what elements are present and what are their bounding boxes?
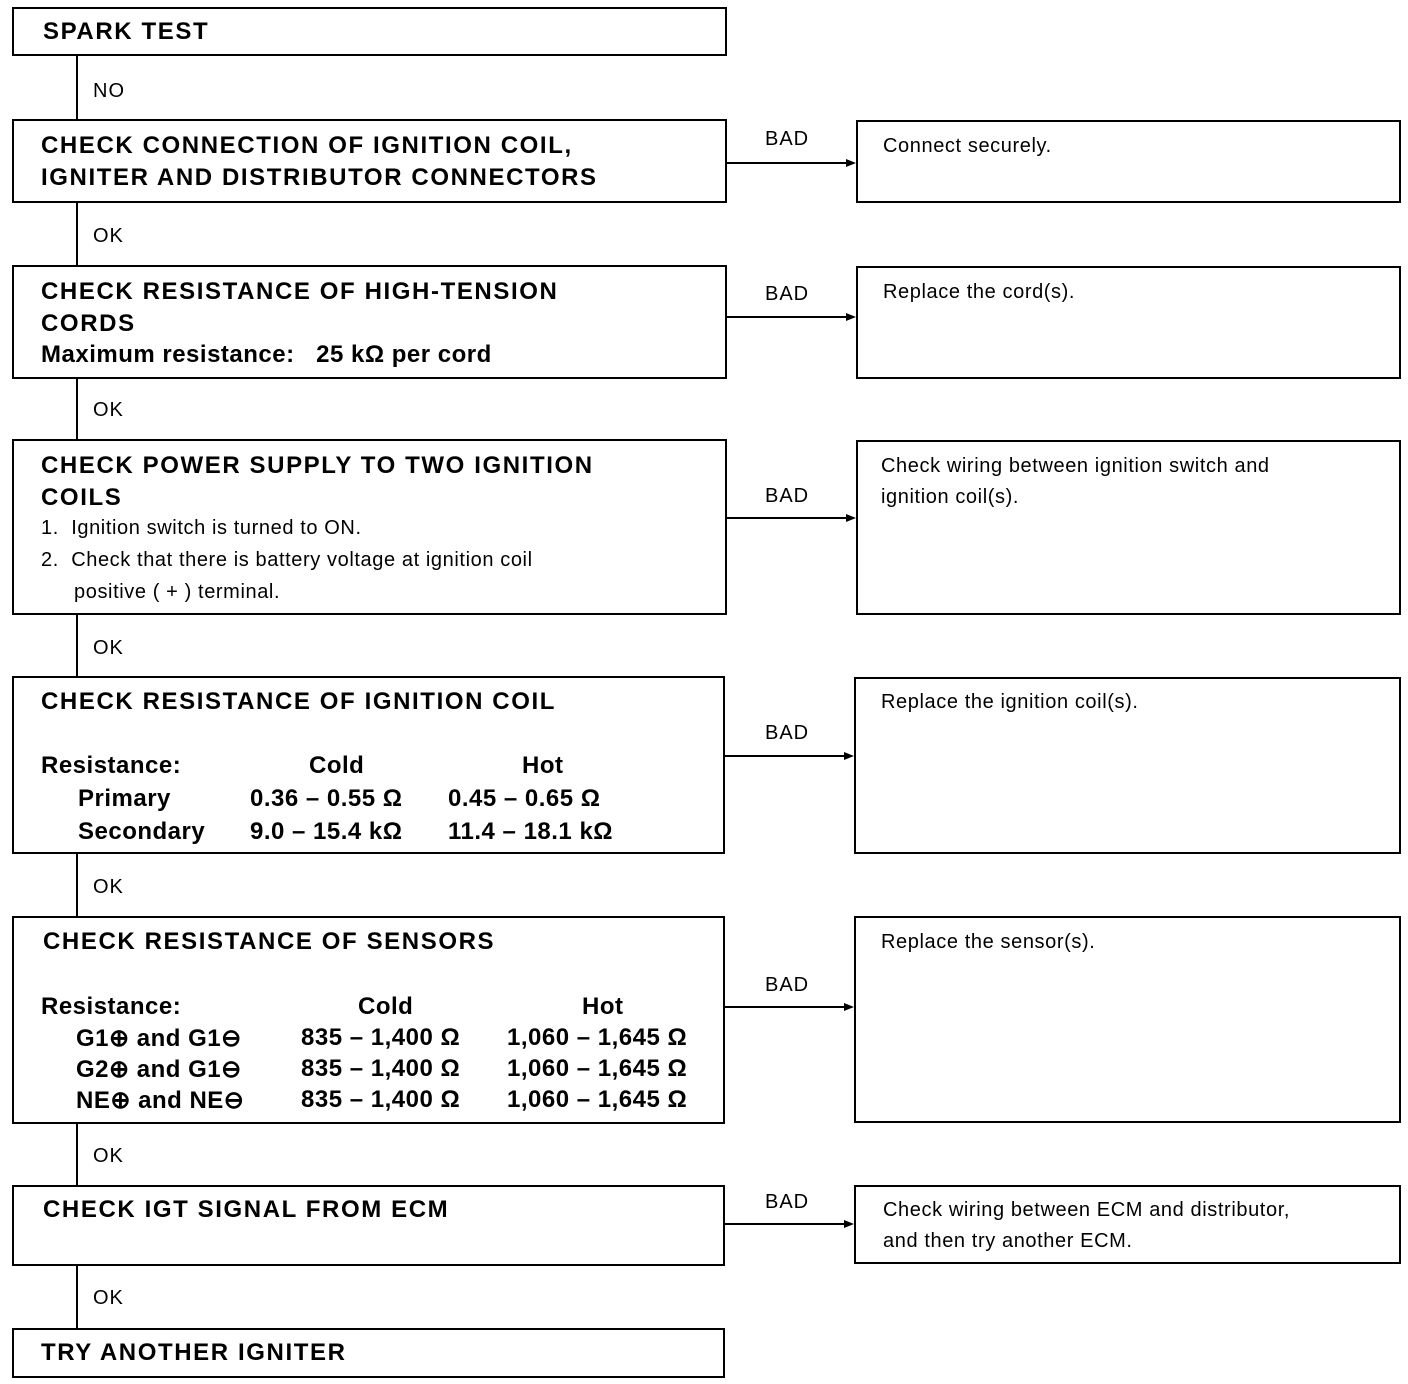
cold-header: Cold — [309, 752, 365, 779]
bad-arrow — [727, 517, 847, 519]
ok-label: OK — [93, 1145, 124, 1167]
sensor-pair-label: G1⊕ and G1⊖ — [76, 1025, 242, 1052]
connect-securely-box — [856, 120, 1401, 203]
resistance-label: Resistance: — [41, 993, 182, 1020]
arrow-head-icon — [846, 313, 856, 321]
connector-line — [76, 615, 78, 677]
ok-label: OK — [93, 1287, 124, 1309]
primary-hot: 0.45 – 0.65 Ω — [448, 785, 601, 812]
ok-label: OK — [93, 225, 124, 247]
check-sensors-title: CHECK RESISTANCE OF SENSORS — [43, 928, 496, 955]
bad-action-text: Replace the ignition coil(s). — [881, 691, 1139, 713]
bad-label: BAD — [765, 283, 810, 305]
check-coil-title: CHECK RESISTANCE OF IGNITION COIL — [41, 688, 557, 715]
bad-arrow — [725, 755, 845, 757]
bad-action-text: Connect securely. — [883, 135, 1052, 157]
bad-action-text-1: Check wiring between ignition switch and — [881, 455, 1270, 477]
try-another-igniter-title: TRY ANOTHER IGNITER — [41, 1339, 347, 1366]
bad-label: BAD — [765, 1191, 810, 1213]
bad-arrow — [727, 162, 847, 164]
arrow-head-icon — [844, 752, 854, 760]
secondary-hot: 11.4 – 18.1 kΩ — [448, 818, 614, 845]
bad-label: BAD — [765, 974, 810, 996]
primary-cold: 0.36 – 0.55 Ω — [250, 785, 403, 812]
arrow-head-icon — [846, 514, 856, 522]
bad-arrow — [725, 1006, 845, 1008]
bad-label: BAD — [765, 722, 810, 744]
sensor-hot: 1,060 – 1,645 Ω — [507, 1055, 688, 1082]
check-cords-title-2: CORDS — [41, 310, 136, 337]
bad-action-text-2: and then try another ECM. — [883, 1230, 1133, 1252]
ok-label: OK — [93, 637, 124, 659]
power-step-1: 1. Ignition switch is turned to ON. — [41, 517, 362, 539]
bad-action-text-2: ignition coil(s). — [881, 486, 1020, 508]
check-cords-title-1: CHECK RESISTANCE OF HIGH-TENSION — [41, 278, 559, 305]
hot-header: Hot — [582, 993, 624, 1020]
secondary-cold: 9.0 – 15.4 kΩ — [250, 818, 403, 845]
power-step-2: 2. Check that there is battery voltage at ignition coil — [41, 549, 533, 571]
connector-line — [76, 854, 78, 917]
sensor-cold: 835 – 1,400 Ω — [301, 1024, 461, 1051]
check-connection-title-1: CHECK CONNECTION OF IGNITION COIL, — [41, 132, 573, 159]
spark-test-title: SPARK TEST — [43, 18, 210, 45]
ok-label: OK — [93, 399, 124, 421]
sensor-pair-label: NE⊕ and NE⊖ — [76, 1087, 245, 1114]
resistance-label: Resistance: — [41, 752, 182, 779]
sensor-hot: 1,060 – 1,645 Ω — [507, 1024, 688, 1051]
bad-arrow — [727, 316, 847, 318]
cords-spec: Maximum resistance: 25 kΩ per cord — [41, 341, 492, 368]
connector-line — [76, 203, 78, 266]
power-step-2-cont: positive ( + ) terminal. — [74, 581, 281, 603]
ok-label: OK — [93, 876, 124, 898]
sensor-pair-label: G2⊕ and G1⊖ — [76, 1056, 242, 1083]
check-igt-title: CHECK IGT SIGNAL FROM ECM — [43, 1196, 450, 1223]
bad-label: BAD — [765, 485, 810, 507]
secondary-label: Secondary — [78, 818, 206, 845]
check-power-title-1: CHECK POWER SUPPLY TO TWO IGNITION — [41, 452, 594, 479]
bad-action-text: Replace the cord(s). — [883, 281, 1076, 303]
no-label: NO — [93, 80, 125, 102]
check-power-title-2: COILS — [41, 484, 123, 511]
arrow-head-icon — [846, 159, 856, 167]
hot-header: Hot — [522, 752, 564, 779]
connector-line — [76, 1266, 78, 1329]
bad-action-text: Replace the sensor(s). — [881, 931, 1096, 953]
connector-line — [76, 56, 78, 120]
sensor-hot: 1,060 – 1,645 Ω — [507, 1086, 688, 1113]
connector-line — [76, 1124, 78, 1186]
bad-arrow — [725, 1223, 845, 1225]
sensor-cold: 835 – 1,400 Ω — [301, 1055, 461, 1082]
arrow-head-icon — [844, 1220, 854, 1228]
bad-action-text-1: Check wiring between ECM and distributor, — [883, 1199, 1291, 1221]
bad-label: BAD — [765, 128, 810, 150]
connector-line — [76, 379, 78, 440]
arrow-head-icon — [844, 1003, 854, 1011]
check-connection-title-2: IGNITER AND DISTRIBUTOR CONNECTORS — [41, 164, 598, 191]
primary-label: Primary — [78, 785, 171, 812]
cold-header: Cold — [358, 993, 414, 1020]
sensor-cold: 835 – 1,400 Ω — [301, 1086, 461, 1113]
